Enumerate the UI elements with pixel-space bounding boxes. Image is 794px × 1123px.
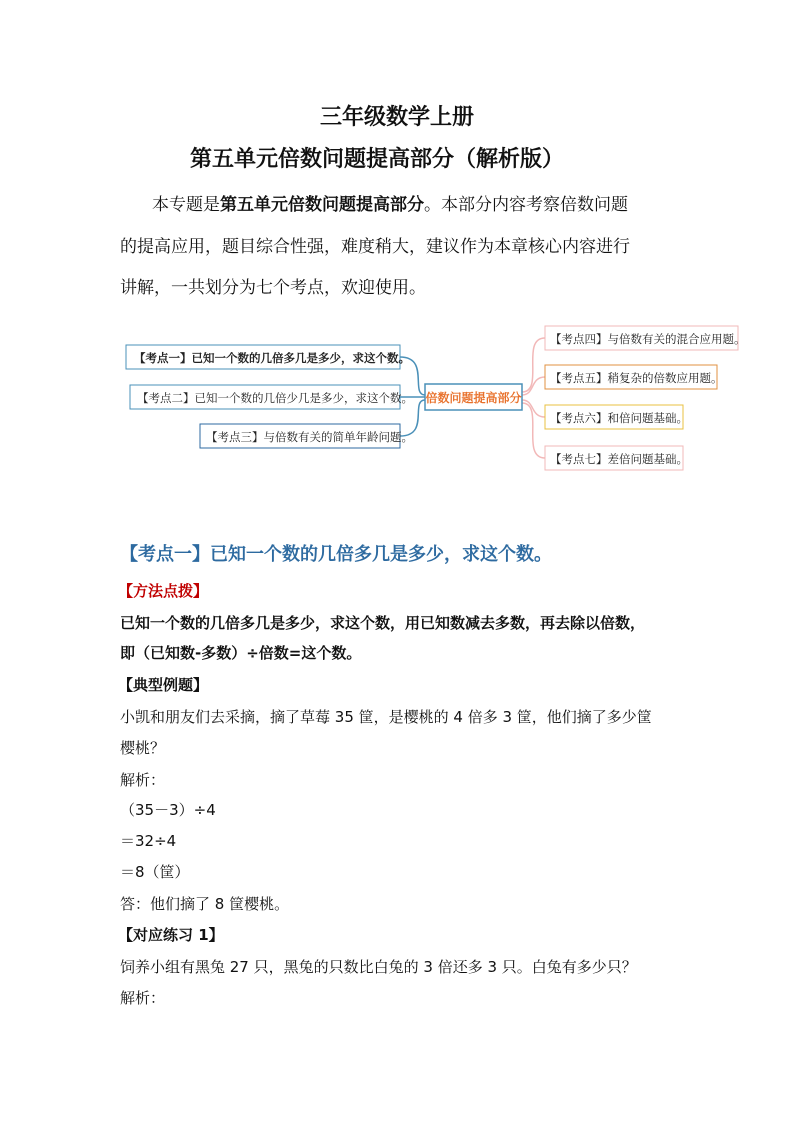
page-title: 三年级数学上册 [319, 105, 474, 130]
connector-right-2 [522, 377, 545, 395]
intro-line-3: 讲解，一共划分为七个考点，欢迎使用。 [120, 278, 426, 298]
example-line-2: 樱桃？ [120, 739, 166, 757]
mindmap-node-5: 【考点五】稍复杂的倍数应用题。 [550, 371, 723, 385]
method-line-1: 已知一个数的几倍多几是多少，求这个数，用已知数减去多数，再去除以倍数， [120, 614, 646, 632]
mind-map [0, 320, 794, 480]
section-heading: 【考点一】已知一个数的几倍多几是多少，求这个数。 [120, 544, 552, 565]
mindmap-center: 倍数问题提高部分 [425, 391, 522, 405]
example-line-1: 小凯和朋友们去采摘，摘了草莓 35 筐，是樱桃的 4 倍多 3 筐，他们摘了多少筐 [120, 708, 652, 726]
practice-analysis-label: 解析： [120, 989, 166, 1007]
mindmap-node-4: 【考点四】与倍数有关的混合应用题。 [550, 332, 746, 346]
answer-line: 答：他们摘了 8 筐樱桃。 [120, 895, 290, 913]
method-label: 【方法点拨】 [118, 582, 209, 600]
intro-text: 本专题是 [152, 195, 220, 215]
solution-step-3: ＝8（筐） [120, 863, 190, 881]
solution-step-1: （35－3）÷4 [120, 801, 216, 819]
mindmap-node-6: 【考点六】和倍问题基础。 [550, 411, 688, 425]
method-line-2: 即（已知数-多数）÷倍数=这个数。 [120, 644, 362, 662]
analysis-label: 解析： [120, 771, 166, 789]
example-label: 【典型例题】 [118, 676, 209, 694]
intro-topic: 第五单元倍数问题提高部分 [220, 195, 424, 215]
practice-question: 饲养小组有黑兔 27 只，黑兔的只数比白兔的 3 倍还多 3 只。白兔有多少只？ [120, 958, 637, 976]
page-subtitle: 第五单元倍数问题提高部分（解析版） [190, 147, 565, 172]
mindmap-node-3: 【考点三】与倍数有关的简单年龄问题。 [206, 430, 413, 444]
intro-text: 。本部分内容考察倍数问题 [424, 195, 628, 215]
mindmap-node-1: 【考点一】已知一个数的几倍多几是多少，求这个数。 [134, 351, 410, 365]
mindmap-node-2: 【考点二】已知一个数的几倍少几是多少，求这个数。 [137, 391, 413, 405]
intro-line-1 [152, 190, 628, 215]
mindmap-node-7: 【考点七】差倍问题基础。 [550, 452, 688, 466]
intro-line-2: 的提高应用，题目综合性强，难度稍大，建议作为本章核心内容进行 [120, 237, 630, 257]
practice-label: 【对应练习 1】 [118, 926, 224, 944]
connector-right-3 [522, 400, 545, 417]
solution-step-2: ＝32÷4 [120, 832, 177, 850]
